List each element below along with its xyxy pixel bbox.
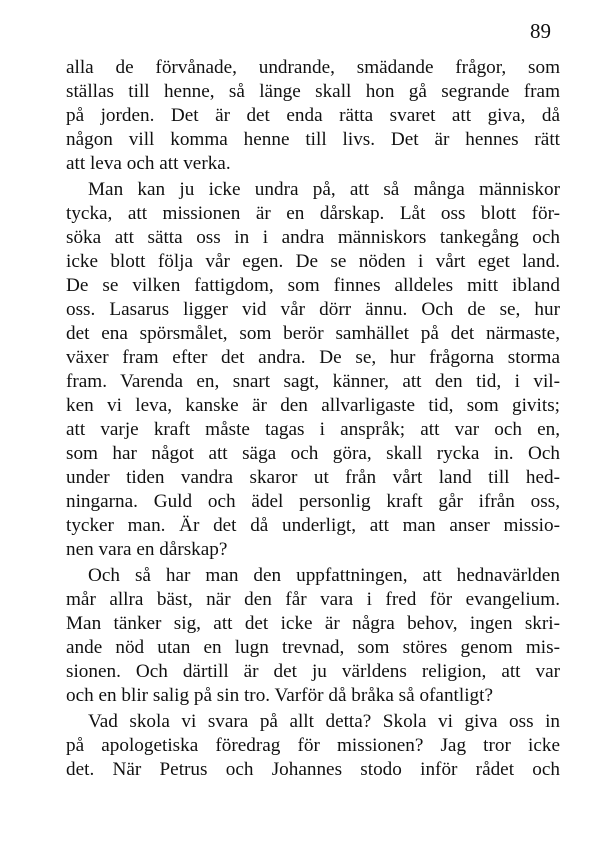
text-line: tycka, att missionen är en dårskap. Låt oss blott för- bbox=[66, 203, 560, 224]
text-line: Man tänker sig, att det icke är några behov, ingen skri- bbox=[66, 613, 560, 634]
text-line: Man kan ju icke undra på, att så många människor bbox=[88, 179, 560, 200]
text-line: under tiden vandra skaror ut från vårt land till hed- bbox=[66, 467, 560, 488]
text-line: sionen. Och därtill är det ju världens religion, att var bbox=[66, 661, 560, 682]
text-line: alla de förvånade, undrande, smädande frågor, som bbox=[66, 57, 560, 78]
text-line: det ena spörsmålet, som berör samhället på det närmaste, bbox=[66, 323, 560, 344]
text-line: ningarna. Guld och ädel personlig kraft går ifrån oss, bbox=[66, 491, 560, 512]
text-line: mår allra bäst, när den får vara i fred för evangelium. bbox=[66, 589, 560, 610]
text-line: oss. Lasarus ligger vid vår dörr ännu. Och de se, hur bbox=[66, 299, 560, 320]
text-line: icke blott följa vår egen. De se nöden i vårt eget land. bbox=[66, 251, 560, 272]
text-line: och en blir salig på sin tro. Varför då bråka så ofantligt? bbox=[66, 685, 493, 706]
text-line: någon vill komma henne till livs. Det är hennes rätt bbox=[66, 129, 560, 150]
text-line: tycker man. Är det då underligt, att man anser missio- bbox=[66, 515, 560, 536]
text-line: fram. Varenda en, snart sagt, känner, att den tid, i vil- bbox=[66, 371, 560, 392]
text-line: att leva och att verka. bbox=[66, 153, 231, 174]
text-line: nen vara en dårskap? bbox=[66, 539, 228, 560]
text-line: på jorden. Det är det enda rätta svaret att giva, då bbox=[66, 105, 560, 126]
text-line: att varje kraft måste tagas i anspråk; att var och en, bbox=[66, 419, 560, 440]
text-line: det. När Petrus och Johannes stodo inför rådet och bbox=[66, 759, 560, 780]
text-line: ande nöd utan en lugn trevnad, som störes genom mis- bbox=[66, 637, 560, 658]
text-line: ställas till henne, så länge skall hon gå segrande fram bbox=[66, 81, 560, 102]
text-line: på apologetiska föredrag för missionen? Jag tror icke bbox=[66, 735, 560, 756]
text-line: Vad skola vi svara på allt detta? Skola vi giva oss in bbox=[88, 711, 560, 732]
text-line: Och så har man den uppfattningen, att hednavärlden bbox=[88, 565, 560, 586]
text-line: som har något att säga och göra, skall rycka in. Och bbox=[66, 443, 560, 464]
text-line: ken vi leva, kanske är den allvarligaste tid, som givits; bbox=[66, 395, 560, 416]
page-number: 89 bbox=[530, 19, 551, 43]
text-line: växer fram efter det andra. De se, hur frågorna storma bbox=[66, 347, 560, 368]
text-line: De se vilken fattigdom, som finnes alldeles mitt ibland bbox=[66, 275, 560, 296]
text-line: söka att sätta oss in i andra människors tankegång och bbox=[66, 227, 560, 248]
